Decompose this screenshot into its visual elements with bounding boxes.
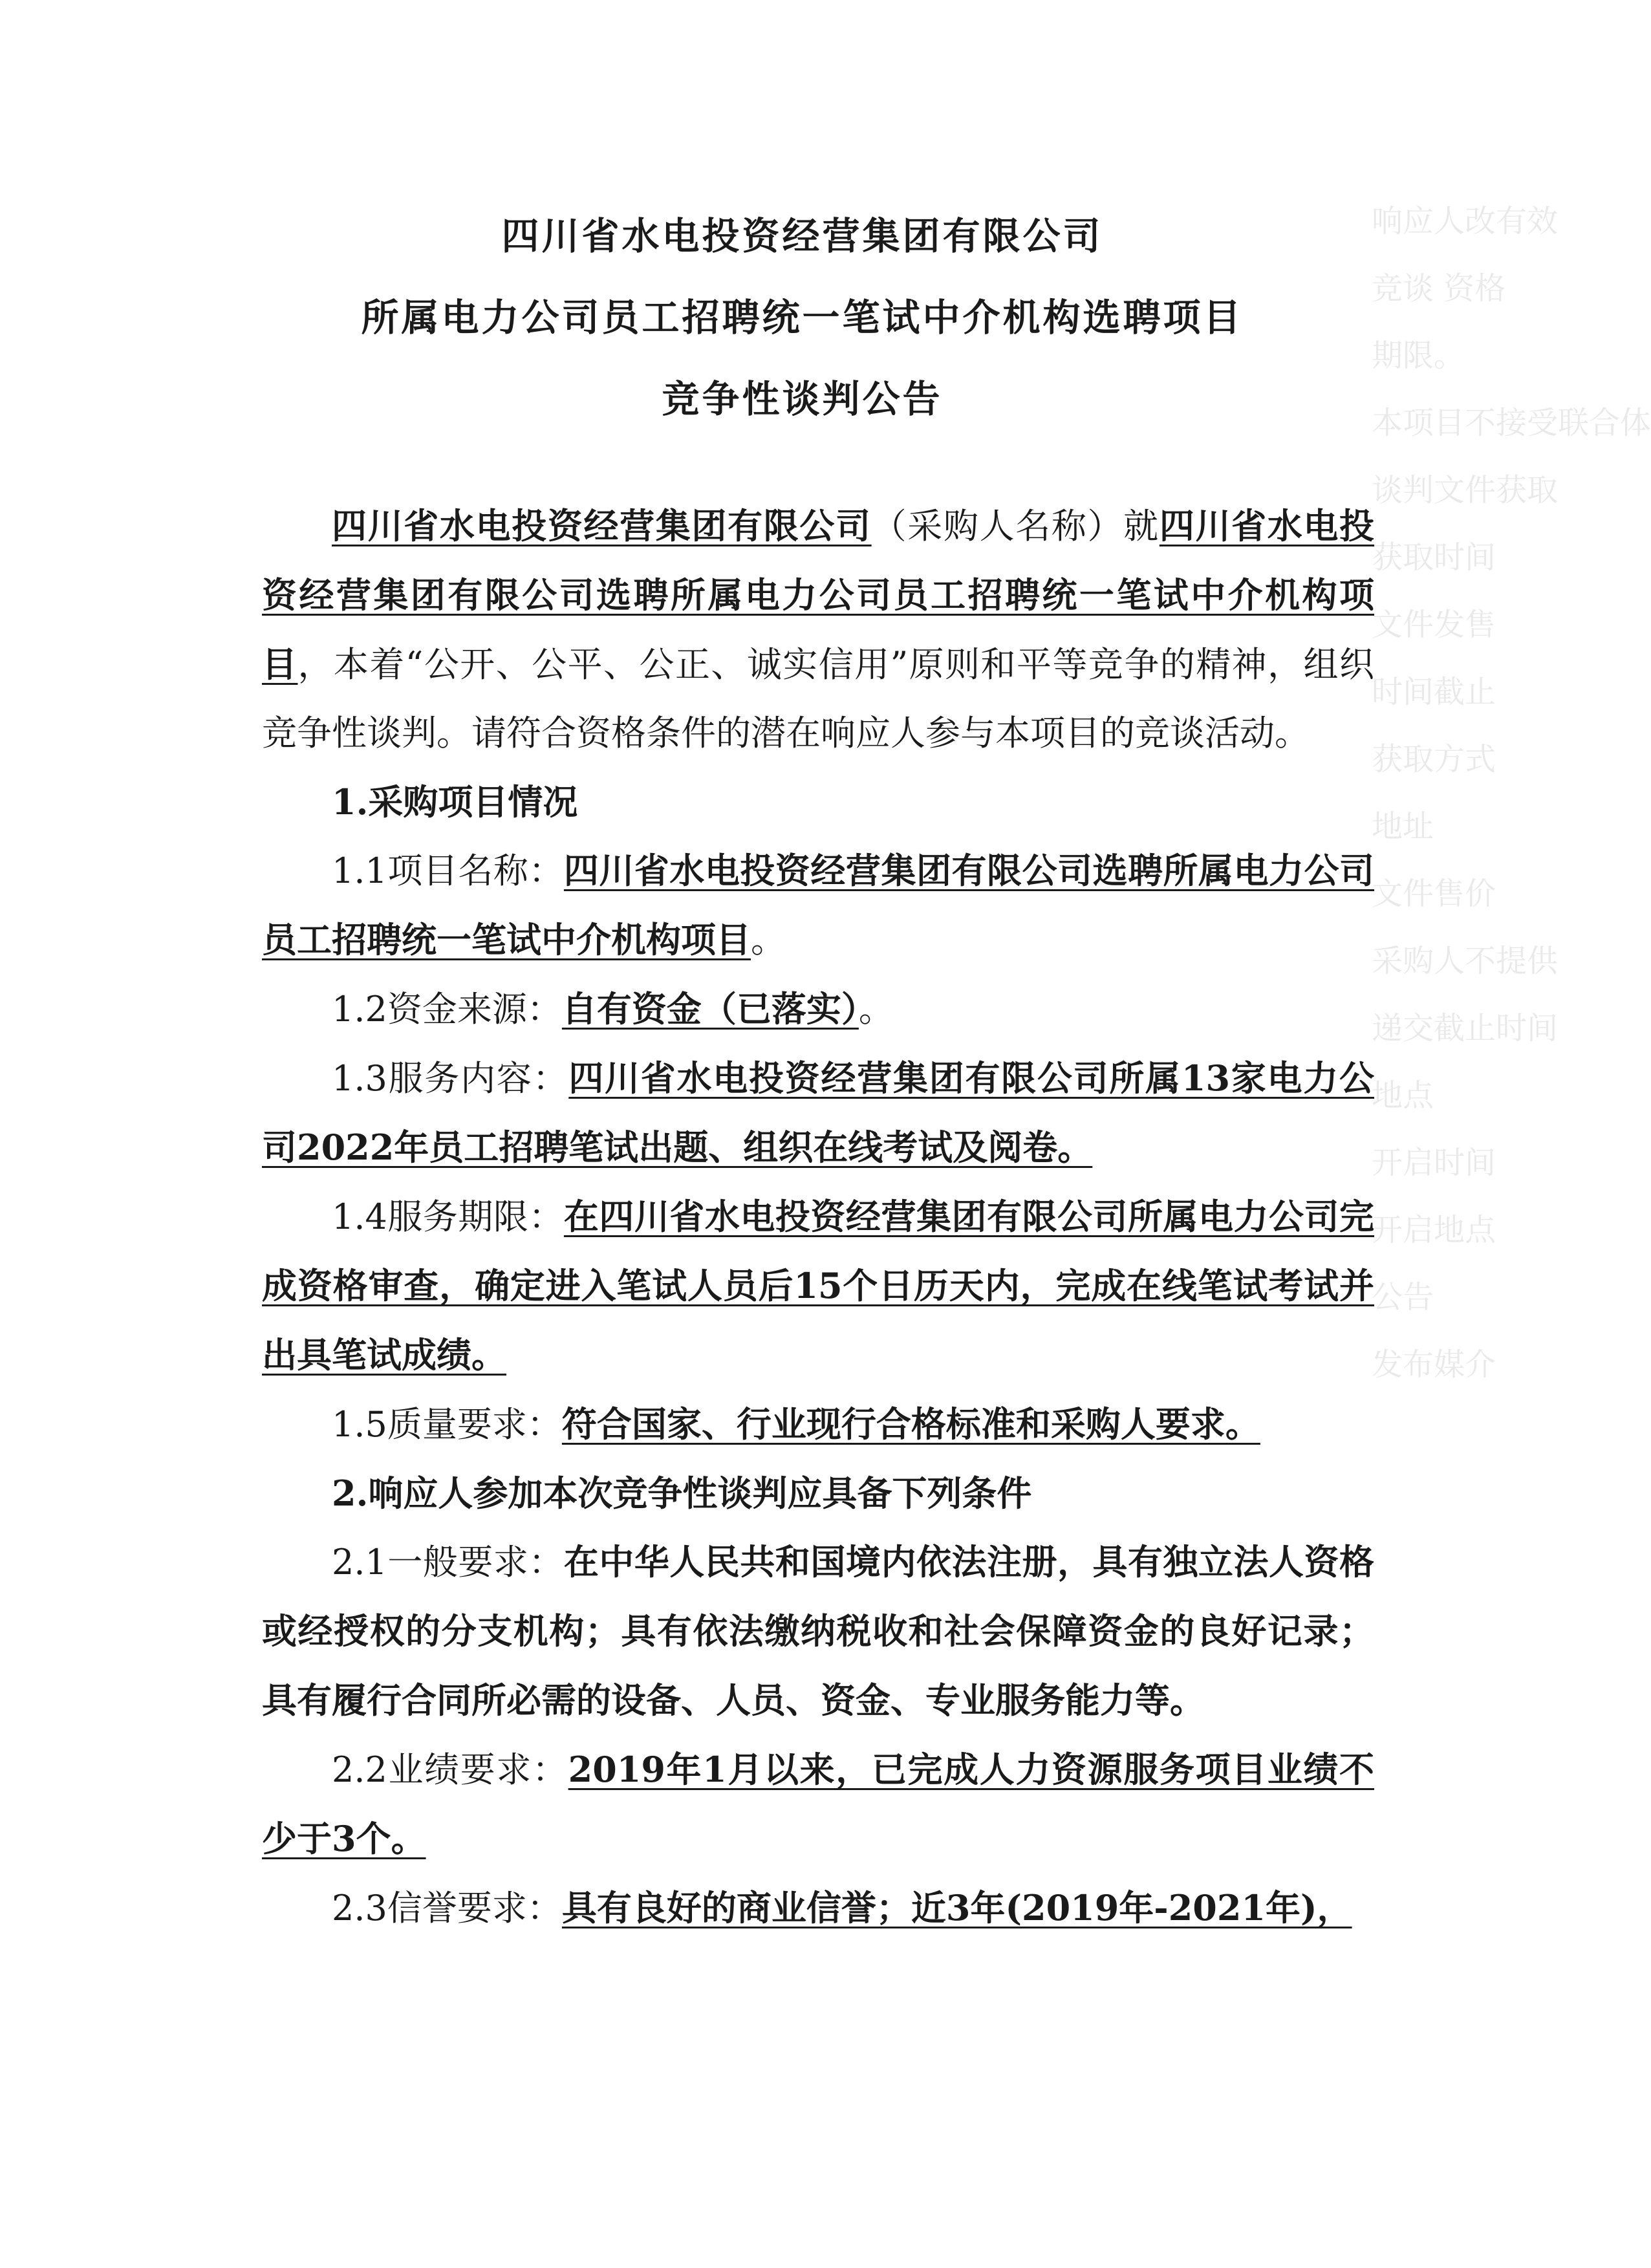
bleed-line: 本项目不接受联合体 (1372, 405, 1651, 441)
title-line-1: 四川省水电投资经营集团有限公司 (501, 214, 1103, 258)
document-body (262, 491, 1374, 1943)
item-value: 在中华人民共和国境内依法注册，具有独立法人资格或经授权的分支机构；具有依法缴纳税收和社会保障资金的良好记录；具有履行合同所必需的设备、人员、资金、专业服务能力等。 (262, 1541, 1374, 1721)
section-2-heading: 2.响应人参加本次竞争性谈判应具备下列条件 (332, 1473, 1032, 1514)
title-line-3: 竞争性谈判公告 (662, 377, 943, 421)
purchaser-note: （采购人名称）就 (871, 506, 1160, 546)
intro-rest: ，本着“公开、公平、公正、诚实信用”原则和平等竞争的精神，组织竞争性谈判。请符合资格条件的潜在响应人参与本项目的竞谈活动。 (262, 644, 1375, 753)
bleed-line: 文件售价 (1372, 876, 1496, 912)
bleed-line: 谈判文件获取 (1372, 472, 1559, 508)
item-1-3 (262, 1044, 1374, 1182)
item-tail: 。 (858, 989, 894, 1030)
item-1-1 (262, 836, 1374, 975)
title-line-2: 所属电力公司员工招聘统一笔试中介机构选聘项目 (361, 296, 1244, 340)
item-1-5 (262, 1390, 1374, 1459)
bleed-line: 开启地点 (1372, 1212, 1496, 1248)
bleed-line: 获取方式 (1372, 741, 1496, 777)
bleed-line: 发布媒介 (1372, 1346, 1496, 1383)
bleed-line: 期限。 (1372, 338, 1465, 374)
project-name: 四川省水电投资经营集团有限公司选聘所属电力公司员工招聘统一笔试中介机构项目 (262, 505, 1375, 685)
item-label: 1.4服务期限： (332, 1196, 564, 1237)
bleed-line: 递交截止时间 (1372, 1010, 1559, 1046)
bleed-line: 文件发售 (1372, 607, 1496, 643)
item-2-3 (262, 1874, 1374, 1943)
item-value: 四川省水电投资经营集团有限公司选聘所属电力公司员工招聘统一笔试中介机构项目 (262, 850, 1374, 960)
item-value: 2019年1月以来，已完成人力资源服务项目业绩不少于3个。 (262, 1749, 1374, 1859)
item-1-4 (262, 1182, 1374, 1390)
intro-paragraph (262, 491, 1374, 768)
item-label: 1.1项目名称： (332, 850, 564, 891)
item-2-2 (262, 1735, 1374, 1874)
item-label: 2.2业绩要求： (332, 1749, 568, 1790)
bleed-line: 公告 (1372, 1279, 1434, 1315)
item-value: 符合国家、行业现行合格标准和采购人要求。 (561, 1403, 1260, 1445)
item-value: 自有资金（已落实） (561, 988, 859, 1030)
bleed-line: 地址 (1372, 808, 1434, 845)
item-value: 在四川省水电投资经营集团有限公司所属电力公司完成资格审查，确定进入笔试人员后15个日历天内，完成在线笔试考试并出具笔试成绩。 (262, 1196, 1374, 1376)
bleed-line: 获取时间 (1372, 539, 1496, 576)
bleed-line: 地点 (1372, 1077, 1434, 1114)
item-tail: 。 (751, 920, 786, 960)
item-label: 1.3服务内容： (332, 1058, 569, 1099)
item-label: 2.3信誉要求： (332, 1888, 562, 1928)
bleed-line: 竞谈 资格 (1372, 270, 1506, 307)
item-1-2 (262, 975, 1374, 1044)
bleed-line: 开启时间 (1372, 1145, 1496, 1181)
item-value: 四川省水电投资经营集团有限公司所属13家电力公司2022年员工招聘笔试出题、组织在线考试及阅卷。 (262, 1057, 1374, 1168)
item-label: 1.5质量要求： (332, 1404, 562, 1445)
item-label: 2.1一般要求： (332, 1542, 564, 1582)
bleed-line: 响应人改有效 (1372, 203, 1559, 239)
purchaser-name: 四川省水电投资经营集团有限公司 (332, 505, 872, 546)
item-2-1 (262, 1528, 1374, 1735)
bleed-line: 采购人不提供 (1372, 943, 1559, 979)
section-1-heading: 1.采购项目情况 (332, 781, 578, 823)
item-label: 1.2资金来源： (332, 989, 562, 1030)
item-value: 具有良好的商业信誉；近3年(2019年-2021年)， (561, 1887, 1352, 1928)
bleed-line: 时间截止 (1372, 674, 1496, 710)
